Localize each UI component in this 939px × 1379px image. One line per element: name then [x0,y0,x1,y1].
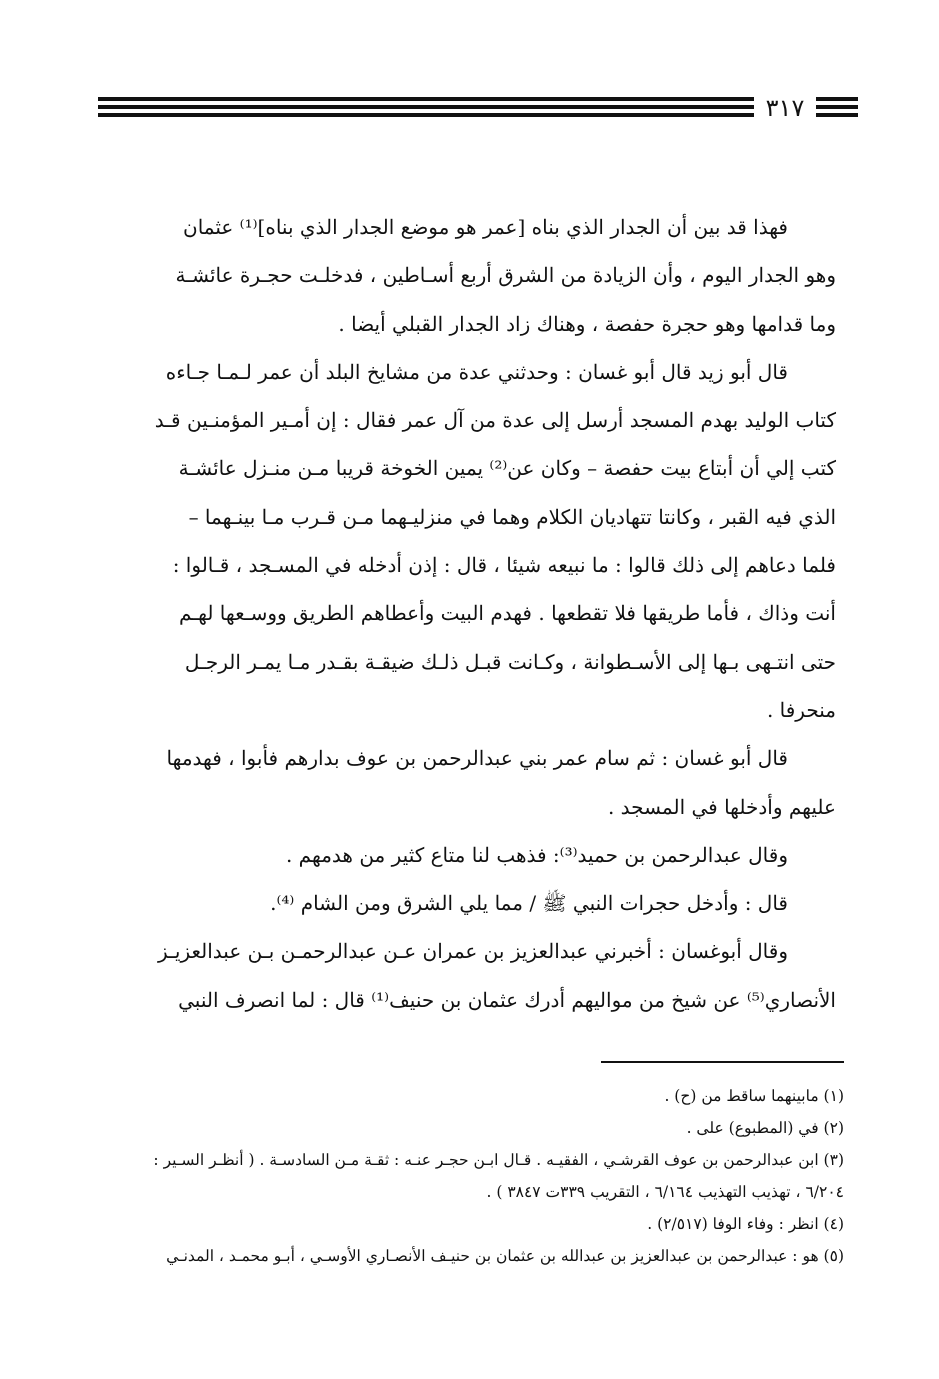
header-rule [98,97,754,101]
footnote-line: (٢) في (المطبوع) على . [686,1119,844,1137]
text-line: فهذا قد بين أن الجدار الذي بناه [عمر هو موضع الجدار الذي بناه]⁽¹⁾ عثمان [183,215,788,239]
header-rule [98,113,754,117]
header-rule [816,97,858,101]
text-line: وقال أبوغسان : أخبرني عبدالعزيز بن عمران عـن عبدالرحمـن بـن عبدالعزيـز [158,939,788,964]
footnote-separator [601,1061,844,1063]
text-line: منحرفا . [766,697,836,722]
text-line: كتاب الوليد بهدم المسجد أرسل إلى عدة من آل عمر فقال : إن أمـير المؤمنـين قـد [154,408,836,433]
page-header [98,93,858,127]
header-rule [816,113,858,117]
footnote-line: (٣) ابن عبدالرحمن بن عوف القرشـي ، الفقيـه . قـال ابـن حجـر عنـه : ثقـة مـن السادسـة . ( أنظـر السـير : [153,1151,844,1169]
footnote-line: ٦/٢٠٤ ، تهذيب التهذيب ٦/١٦٤ ، التقريب ٣٣٩ت ٣٨٤٧ ) . [486,1183,844,1201]
text-line: الذي فيه القبر ، وكانتا تتهاديان الكلام وهما في منزليـهما مـن قـرب مـا بينـهما – [188,504,836,529]
text-line: قال : وأدخل حجرات النبي ﷺ / مما يلي الشرق ومن الشام ⁽⁴⁾. [270,891,788,916]
text-line: قال أبو غسان : ثم سام عمر بني عبدالرحمن بن عوف بدارهم فأبوا ، فهدمها [166,746,788,771]
text-line: وقال عبدالرحمن بن حميد⁽³⁾: فذهب لنا متاع كثير من هدمهم . [285,842,788,867]
footnote-line: (٤) انظر : وفاء الوفا (٢/٥١٧) . [647,1215,844,1233]
text-line: حتى انتـهى بـها إلى الأسـطوانة ، وكـانت قبـل ذلـك ضيقـة بقـدر مـا يمـر الرجـل [184,649,836,674]
footnotes [96,1080,844,1272]
header-rule [816,105,858,109]
header-rule [98,105,754,109]
text-line: وهو الجدار اليوم ، وأن الزيادة من الشرق أربع أسـاطين ، فدخلـت حجـرة عائشـة [175,263,836,288]
text-line: أنت وذاك ، فأما طريقها فلا تقطعها . فهدم البيت وأعطاهم الطريق ووسـعها لهـم [178,601,836,626]
footnote-line: (١) مابينهما ساقط من (ح) . [664,1087,844,1105]
text-line: عليهم وأدخلها في المسجد . [607,794,836,819]
text-line: كتب إلي أن أبتاع بيت حفصة – وكان عن⁽²⁾ يمين الخوخة قريبا مـن منـزل عائشـة [178,456,836,481]
text-line: فلما دعاهم إلى ذلك قالوا : ما نبيعه شيئا ، قال : إذن أدخله في المسـجد ، قـالوا : [172,553,836,578]
text-line: وما قدامها وهو حجرة حفصة ، وهناك زاد الجدار القبلي أيضا . [338,311,836,336]
main-text [128,203,836,1024]
text-line: قال أبو زيد قال أبو غسان : وحدثني عدة من مشايخ البلد أن عمر لـمـا جـاءه [165,359,788,384]
text-line: الأنصاري⁽⁵⁾ عن شيخ من مواليهم أدرك عثمان بن حنيف⁽¹⁾ قال : لما انصرف النبي [178,987,836,1012]
page-number: ٣١٧ [765,94,805,122]
footnote-line: (٥) هو : عبدالرحمن بن عبدالعزيز بن عبدالله بن عثمان بن حنيـف الأنصـاري الأوسـي ، أبـو محمـد ، المدنـي [166,1247,844,1265]
